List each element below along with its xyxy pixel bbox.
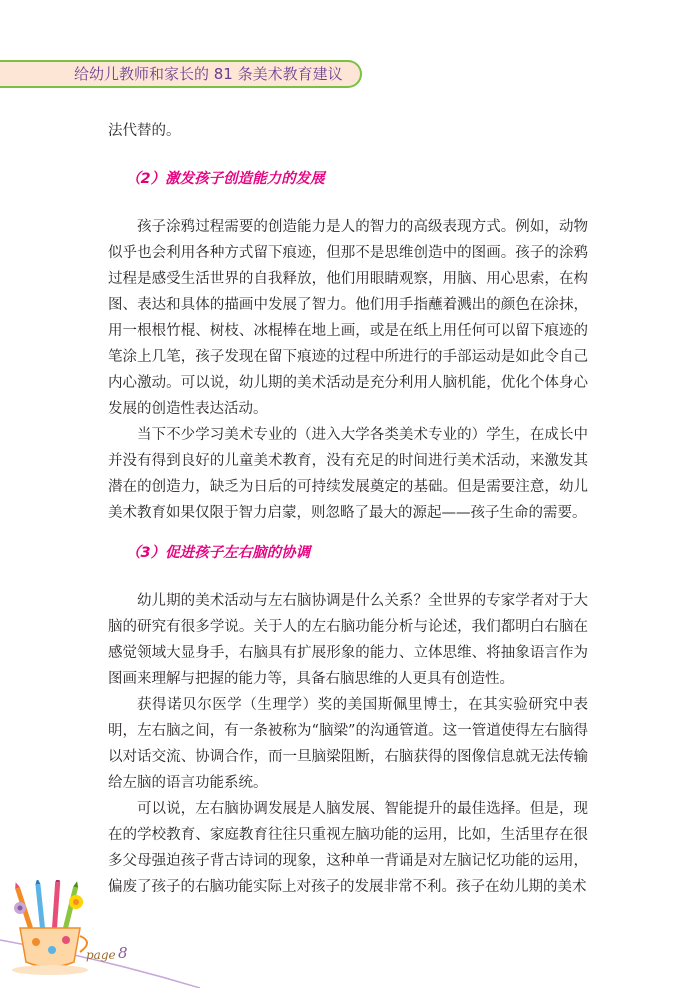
paragraph: 可以说，左右脑协调发展是人脑发展、智能提升的最佳选择。但是，现在的学校教育、家庭教育往往只重视左脑功能的运用，比如，生活里存在很多父母强迫孩子背古诗词的现象，这种单一背诵是对左脑记忆功能的运用，偏废了孩子的右脑功能实际上对孩子的发展非常不利。孩子在幼儿期的美术 xyxy=(108,801,588,895)
paragraph: 获得诺贝尔医学（生理学）奖的美国斯佩里博士，在其实验研究中表明，左右脑之间，有一条被称为“脑梁”的沟通管道。这一管道使得左右脑得以对话交流、协调合作，而一旦脑梁阻断，右脑获得的图像信息就无法传输给左脑的语言功能系统。 xyxy=(108,697,588,791)
page-label: page xyxy=(86,948,116,962)
pencil-cup-icon xyxy=(6,880,126,980)
paragraph: 幼儿期的美术活动与左右脑协调是什么关系？全世界的专家学者对于大脑的研究有很多学说。关于人的左右脑功能分析与论述，我们都明白右脑在感觉领域大显身手，右脑具有扩展形象的能力、立体思维、将抽象语言作为图画来理解与把握的能力等，具备右脑思维的人更具有创造性。 xyxy=(108,593,588,687)
book-title: 给幼儿教师和家长的 81 条美术教育建议 xyxy=(74,65,343,83)
paragraph: 当下不少学习美术专业的（进入大学各类美术专业的）学生，在成长中并没有得到良好的儿童美术教育，没有充足的时间进行美术活动，来激发其潜在的创造力，缺乏为日后的可持续发展奠定的基础。但是需要注意，幼儿美术教育如果仅限于智力启蒙，则忽略了最大的源起——孩子生命的需要。 xyxy=(108,427,588,521)
section-heading-3: （3）促进孩子左右脑的协调 xyxy=(126,545,311,561)
continuation-text: 法代替的。 xyxy=(108,123,181,139)
page-number: 8 xyxy=(118,944,128,962)
page-content xyxy=(108,118,588,900)
paragraph: 孩子涂鸦过程需要的创造能力是人的智力的高级表现方式。例如，动物似乎也会利用各种方式留下痕迹，但那不是思维创造中的图画。孩子的涂鸦过程是感受生活世界的自我释放，他们用眼睛观察，用脑、用心思索，在构图、表达和具体的描画中发展了智力。他们用手指蘸着溅出的颜色在涂抹，用一根根竹棍、树枝、冰棍棒在地上画，或是在纸上用任何可以留下痕迹的笔涂上几笔，孩子发现在留下痕迹的过程中所进行的手部运动是如此令自己内心激动。可以说，幼儿期的美术活动是充分利用人脑机能，优化个体身心发展的创造性表达活动。 xyxy=(108,219,588,417)
section-heading-2: （2）激发孩子创造能力的发展 xyxy=(126,171,325,187)
